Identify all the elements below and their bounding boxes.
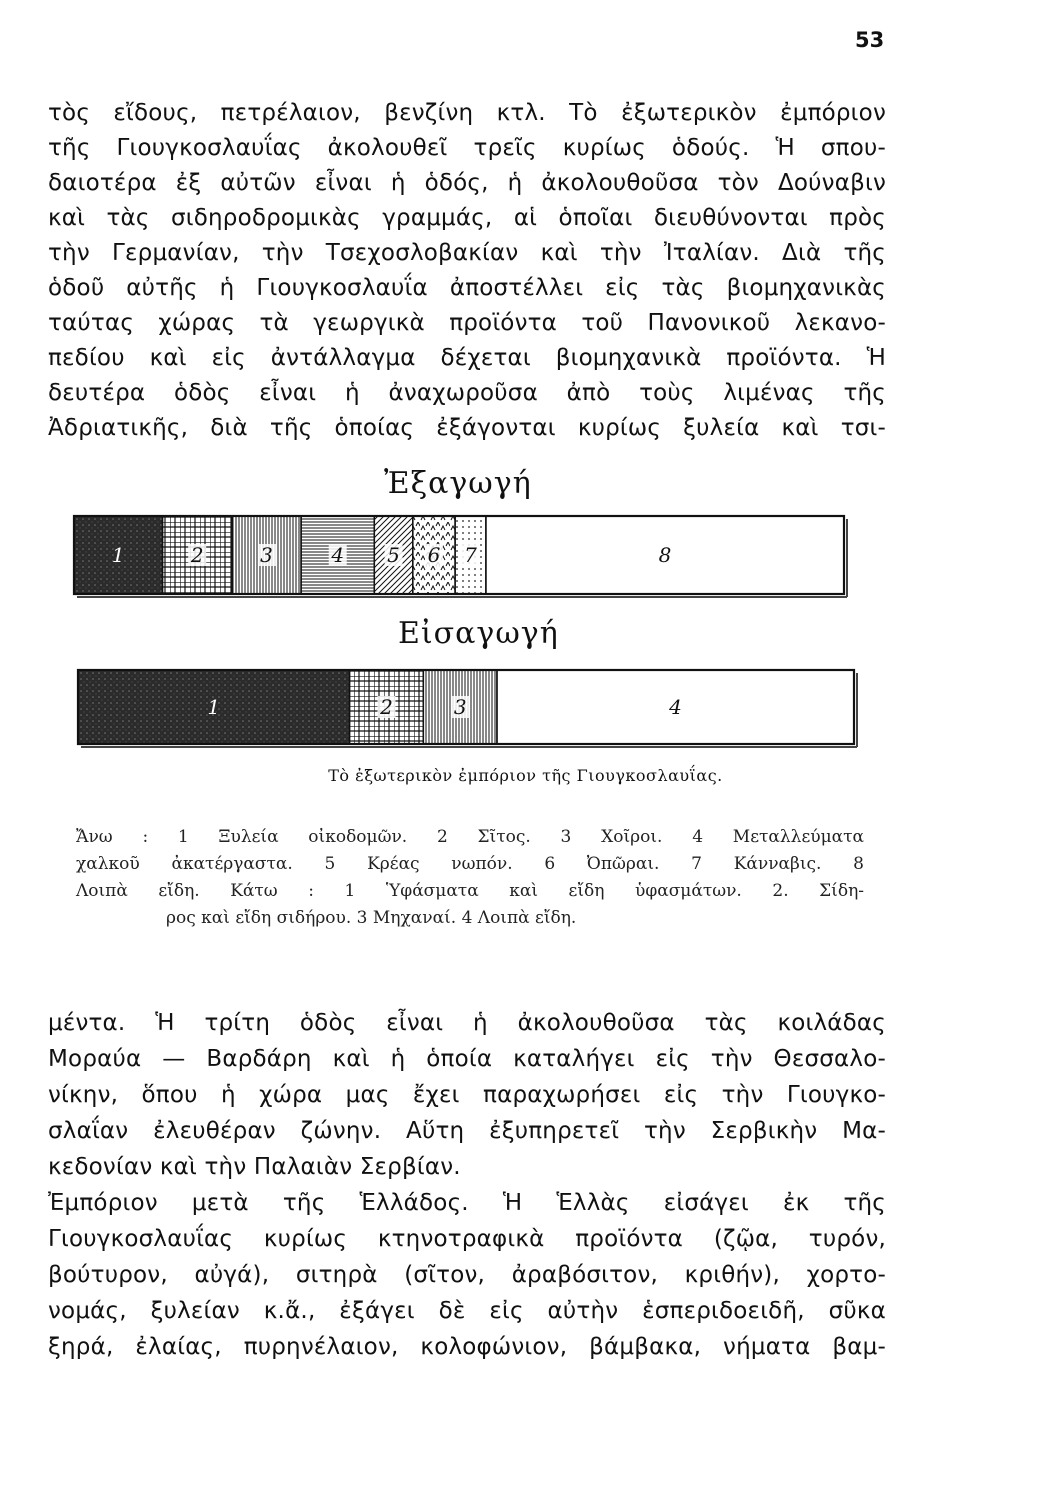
figure-legend [76, 824, 864, 932]
import-chart-title: Εἰσαγωγή [398, 616, 559, 651]
text-line: ξηρά, ἐλαίας, πυρηνέλαιον, κολοφώνιον, βάμβακα, νήματα βαμ- [48, 1334, 886, 1360]
bar-segment-label: 4 [331, 543, 345, 567]
bar-segment-label: 3 [260, 543, 273, 567]
legend-line: χαλκοῦ ἀκατέργαστα. 5 Κρέας νωπόν. 6 Ὀπῶραι. 7 Κάνναβις. 8 [76, 854, 864, 874]
text-line: σλαΐαν ἐλευθέραν ζώνην. Αὕτη ἐξυπηρετεῖ τὴν Σερβικὴν Μα- [48, 1118, 886, 1144]
text-line: νομάς, ξυλείαν κ.ἄ., ἐξάγει δὲ εἰς αὐτὴν ἑσπεριδοειδῆ, σῦκα [48, 1298, 886, 1324]
paragraph-top [48, 96, 886, 446]
legend-line: Λοιπὰ εἴδη. Κάτω : 1 Ὑφάσματα καὶ εἴδη ὑφασμάτων. 2. Σίδη- [76, 881, 864, 901]
text-line: τὸς εἴδους, πετρέλαιον, βενζίνη κτλ. Τὸ ἐξωτερικὸν ἐμπόριον [48, 100, 886, 126]
text-line: δευτέρα ὁδὸς εἶναι ἡ ἀναχωροῦσα ἀπὸ τοὺς λιμένας τῆς [48, 380, 886, 406]
bar-segment-label: 1 [207, 695, 221, 719]
bar-segment-label: 1 [111, 543, 125, 567]
bar-segment-label: 7 [464, 543, 477, 567]
text-line: βούτυρον, αὐγά), σιτηρὰ (σῖτον, ἀραβόσιτον, κριθήν), χορτο- [48, 1262, 886, 1288]
text-line: τῆς Γιουγκοσλαυΐας ἀκολουθεῖ τρεῖς κυρίως ὁδούς. Ἡ σπου- [48, 135, 886, 161]
bar-segment-label: 6 [427, 543, 441, 567]
bar-segment-label: 2 [190, 543, 204, 567]
text-line: ταύτας χώρας τὰ γεωργικὰ προϊόντα τοῦ Πανονικοῦ λεκανο- [48, 310, 886, 336]
bar-segment-label: 2 [380, 695, 393, 719]
text-line: Γιουγκοσλαυΐας κυρίως κτηνοτραφικὰ προϊόντα (ζῷα, τυρόν, [48, 1226, 886, 1252]
bar-segment-label: 5 [387, 543, 400, 567]
export-chart-title: Ἐξαγωγή [384, 466, 532, 501]
bar-segment-label: 8 [658, 543, 672, 567]
bar-segment-label: 3 [453, 695, 467, 719]
figure-caption: Τὸ ἐξωτερικὸν ἐμπόριον τῆς Γιουγκοσλαυΐας. [328, 766, 723, 785]
text-line: Ἐμπόριον μετὰ τῆς Ἑλλάδος. Ἡ Ἑλλὰς εἰσάγει ἐκ τῆς [48, 1190, 886, 1216]
text-line: πεδίου καὶ εἰς ἀντάλλαγμα δέχεται βιομηχανικὰ προϊόντα. Ἡ [48, 345, 886, 371]
export-bar-chart [70, 512, 850, 602]
text-line: ὁδοῦ αὐτῆς ἡ Γιουγκοσλαυΐα ἀποστέλλει εἰς τὰς βιομηχανικὰς [48, 275, 886, 301]
legend-line: ρος καὶ εἴδη σιδήρου. 3 Μηχαναί. 4 Λοιπὰ εἴδη. [166, 908, 577, 928]
import-bar-chart [74, 666, 860, 752]
text-line: δαιοτέρα ἐξ αὐτῶν εἶναι ἡ ὁδός, ἡ ἀκολουθοῦσα τὸν Δούναβιν [48, 170, 886, 196]
page-number: 53 [855, 28, 885, 52]
text-line: μέντα. Ἡ τρίτη ὁδὸς εἶναι ἡ ἀκολουθοῦσα τὰς κοιλάδας [48, 1010, 886, 1036]
text-line: τὴν Γερμανίαν, τὴν Τσεχοσλοβακίαν καὶ τὴν Ἰταλίαν. Διὰ τῆς [48, 240, 886, 266]
bar-segment-label: 4 [669, 695, 682, 719]
legend-line: Ἄνω : 1 Ξυλεία οἰκοδομῶν. 2 Σῖτος. 3 Χοῖροι. 4 Μεταλλεύματα [76, 827, 864, 847]
text-line: Ἀδριατικῆς, διὰ τῆς ὁποίας ἐξάγονται κυρίως ξυλεία καὶ τσι- [48, 415, 886, 441]
paragraph-bottom [48, 1005, 886, 1365]
text-line: κεδονίαν καὶ τὴν Παλαιὰν Σερβίαν. [48, 1154, 461, 1180]
text-line: Μοραύα — Βαρδάρη καὶ ἡ ὁποία καταλήγει εἰς τὴν Θεσσαλο- [48, 1046, 886, 1072]
text-line: καὶ τὰς σιδηροδρομικὰς γραμμάς, αἱ ὁποῖαι διευθύνονται πρὸς [48, 205, 886, 231]
text-line: νίκην, ὅπου ἡ χώρα μας ἔχει παραχωρήσει εἰς τὴν Γιουγκο- [48, 1082, 886, 1108]
